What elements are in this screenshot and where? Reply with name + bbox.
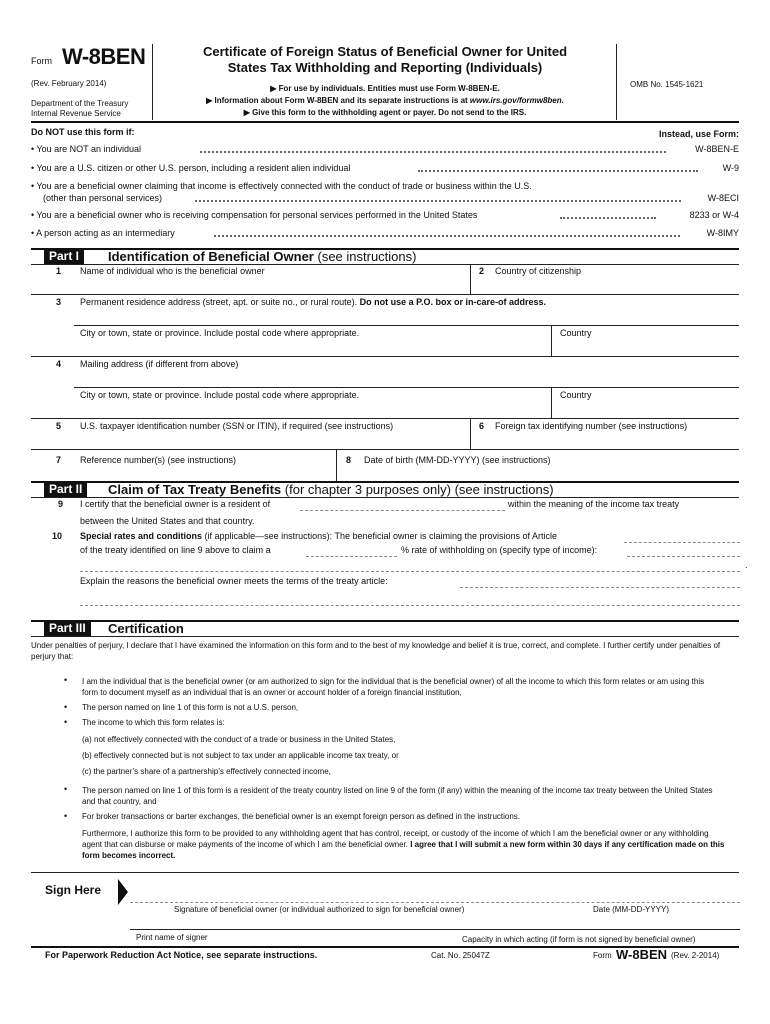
line10-text-b: of the treaty identified on line 9 above to claim a [80, 545, 271, 555]
field-number: 10 [52, 531, 63, 541]
mailing-country-label: Country [560, 390, 592, 400]
bullet-icon: • [64, 702, 68, 712]
date-of-birth-label: Date of birth (MM-DD-YYYY) (see instructions) [364, 455, 551, 465]
header-bottom-rule [31, 121, 739, 123]
donot-row-form: 8233 or W-4 [689, 210, 739, 220]
form-notes [156, 83, 614, 119]
citizenship-field-label: Country of citizenship [495, 266, 582, 276]
field-divider [470, 418, 471, 449]
bullet-icon: • [64, 717, 68, 727]
signature-caption: Signature of beneficial owner (or individual authorized to sign for beneficial owner) [174, 905, 465, 914]
line10-text-c: % rate of withholding on (specify type of income): [401, 545, 598, 555]
row-rule [74, 325, 739, 326]
donot-row-form: W-8ECI [707, 193, 739, 203]
catalog-number: Cat. No. 25047Z [431, 951, 490, 960]
residence-country-label: Country [560, 328, 592, 338]
part3-title: Certification [108, 621, 184, 636]
row-rule [31, 294, 739, 295]
print-name-field[interactable] [130, 914, 740, 928]
row-rule [31, 449, 739, 450]
mailing-city-field[interactable] [78, 402, 548, 417]
foreign-tin-field[interactable] [474, 433, 738, 448]
note-entities: ▶ For use by individuals. Entities must use Form W-8BEN-E. [270, 84, 500, 93]
mailing-country-field[interactable] [556, 402, 738, 417]
field-number: 4 [56, 359, 62, 369]
bullet-icon: • [64, 675, 68, 685]
row-rule [31, 356, 739, 357]
row-rule [74, 387, 739, 388]
donot-row-text: • You are a beneficial owner who is receiving compensation for personal services performed in the United States [31, 210, 478, 220]
part3-label: Part III [44, 621, 91, 636]
us-tin-field[interactable] [78, 433, 468, 448]
part1-title-rule [31, 264, 739, 265]
print-name-line [130, 929, 740, 930]
donot-row-text: • You are a beneficial owner claiming that income is effectively connected with the conduct of trade or business within the U.S. [31, 181, 532, 191]
cert-bullet-3: The income to which this form relates is: [82, 718, 225, 727]
date-caption: Date (MM-DD-YYYY) [593, 905, 670, 914]
reference-number-field[interactable] [78, 467, 333, 480]
field-divider [551, 325, 552, 356]
residence-city-field[interactable] [78, 340, 548, 355]
line9-text: I certify that the beneficial owner is a resident of [80, 499, 271, 509]
part2-title-rule [31, 497, 739, 498]
field-number: 9 [58, 499, 64, 509]
cert-bullet-1: I am the individual that is the beneficial owner (or am authorized to sign for the individual that is the beneficial owner) of all the income to which this form relates or am using this form to document myself as an individual that is an owner or account holder of a foreign financial institution, [82, 677, 705, 697]
sign-top-rule [31, 872, 739, 873]
donot-row-form: W-9 [722, 163, 739, 173]
note-instructions: ▶ Information about Form W-8BEN and its separate instructions is at www.irs.gov/formw8ben. [206, 96, 564, 105]
field-number: 7 [56, 455, 62, 465]
treaty-reasons-field[interactable] [460, 587, 740, 588]
mailing-address-field[interactable] [78, 371, 738, 386]
field-number: 2 [479, 266, 485, 276]
header-divider-left [152, 44, 153, 120]
authorization-text: Furthermore, I authorize this form to be provided to any withholding agent that has control, receipt, or custody of the income of which I am the beneficial owner or any withholding agent that can disburse or make payments of the income of which I am the beneficial owner. I agree that I will submit a new form within 30 days if any certification made on this form becomes incorrect. [82, 829, 725, 860]
part1-label: Part I [44, 249, 84, 264]
line10-period: . [745, 560, 748, 570]
citizenship-field[interactable] [474, 278, 738, 292]
line9-text-right: within the meaning of the income tax treaty [508, 499, 680, 509]
donot-row-form: W-8BEN-E [695, 144, 739, 154]
footer-form-word: Form [593, 951, 612, 960]
instead-use-heading: Instead, use Form: [658, 129, 739, 139]
sign-here-label: Sign Here [45, 883, 102, 897]
donot-row-text: • A person acting as an intermediary [31, 228, 175, 238]
signature-field[interactable] [130, 880, 740, 902]
part3-title-rule [31, 636, 739, 637]
cert-bullet-3a: (a) not effectively connected with the conduct of a trade or business in the United States, [82, 735, 396, 744]
footer-revision: (Rev. 2-2014) [671, 951, 720, 960]
leader-dots [418, 163, 698, 172]
form-word: Form [31, 56, 52, 66]
leader-dots [195, 193, 681, 202]
certification-intro: Under penalties of perjury, I declare that I have examined the information on this form and to the best of my knowledge and belief it is true, correct, and complete. I further certify under penalties of perjury that: [31, 641, 721, 661]
leader-dots [560, 210, 656, 219]
revision-date: (Rev. February 2014) [31, 79, 107, 88]
date-of-birth-field[interactable] [340, 467, 738, 480]
us-tin-label: U.S. taxpayer identification number (SSN or ITIN), if required (see instructions) [80, 421, 394, 431]
field-divider [551, 387, 552, 418]
print-name-caption: Print name of signer [136, 933, 208, 942]
income-type-field-cont[interactable] [80, 571, 740, 572]
mailing-address-label: Mailing address (if different from above) [80, 359, 239, 369]
sign-arrow-icon [118, 879, 128, 905]
residence-address-field[interactable] [78, 309, 738, 324]
income-type-field[interactable] [627, 556, 740, 557]
name-field[interactable] [78, 278, 468, 292]
omb-number: OMB No. 1545-1621 [630, 80, 704, 89]
leader-dots [200, 144, 666, 153]
donot-row-text-cont: (other than personal services) [43, 193, 163, 203]
reference-number-label: Reference number(s) (see instructions) [80, 455, 237, 465]
treaty-reasons-field-cont[interactable] [80, 605, 740, 606]
paperwork-notice: For Paperwork Reduction Act Notice, see separate instructions. [45, 950, 318, 960]
cert-bullet-3b: (b) effectively connected but is not subject to tax under an applicable income tax treaty, or [82, 751, 399, 760]
header-divider-right [616, 44, 617, 120]
capacity-caption: Capacity in which acting (if form is not signed by beneficial owner) [462, 935, 696, 944]
form-id: W-8BEN [62, 44, 146, 69]
field-divider [470, 264, 471, 294]
field-number: 5 [56, 421, 62, 431]
part2-title: Claim of Tax Treaty Benefits (for chapter 3 purposes only) (see instructions) [108, 482, 554, 497]
bullet-icon: • [64, 784, 68, 794]
cert-bullet-5: For broker transactions or barter exchanges, the beneficial owner is an exempt foreign person as defined in the instructions. [82, 812, 521, 821]
field-number: 6 [479, 421, 485, 431]
name-field-label: Name of individual who is the beneficial owner [80, 266, 265, 276]
donot-row-text: • You are NOT an individual [31, 144, 142, 154]
footer-form-id: W-8BEN [616, 947, 668, 962]
dept-line-2: Internal Revenue Service [31, 109, 121, 118]
line10-text-d: Explain the reasons the beneficial owner meets the terms of the treaty article: [80, 576, 388, 586]
note-give-form: ▶ Give this form to the withholding agent or payer. Do not send to the IRS. [243, 108, 527, 117]
mailing-city-label: City or town, state or province. Include postal code where appropriate. [80, 390, 360, 400]
residence-country-field[interactable] [556, 340, 738, 355]
line9-text-cont: between the United States and that country. [80, 516, 255, 526]
part2-label: Part II [44, 482, 87, 497]
field-number: 8 [346, 455, 352, 465]
residence-city-label: City or town, state or province. Include postal code where appropriate. [80, 328, 360, 338]
foreign-tin-label: Foreign tax identifying number (see instructions) [495, 421, 688, 431]
treaty-article-field[interactable] [624, 542, 740, 543]
leader-dots [214, 228, 680, 237]
form-title: Certificate of Foreign Status of Beneficial Owner for United States Tax Withholding and Reporting (Individuals) [202, 44, 568, 75]
treaty-country-field[interactable] [300, 510, 505, 511]
signature-line [130, 902, 740, 903]
cert-bullet-4: The person named on line 1 of this form is a resident of the treaty country listed on line 9 of the form (if any) within the meaning of the income tax treaty between the United States and that country, and [82, 786, 713, 806]
irs-url-link[interactable]: www.irs.gov/formw8ben. [469, 96, 564, 105]
part1-title: Identification of Beneficial Owner (see instructions) [108, 249, 417, 264]
donot-row-form: W-8IMY [706, 228, 739, 238]
residence-address-label: Permanent residence address (street, apt. or suite no., or rural route). Do not use a P.O. box or in-care-of address. [80, 297, 547, 307]
donot-row-text: • You are a U.S. citizen or other U.S. person, including a resident alien individual [31, 163, 351, 173]
field-number: 1 [56, 266, 62, 276]
cert-bullet-2: The person named on line 1 of this form is not a U.S. person, [82, 703, 299, 712]
do-not-use-heading: Do NOT use this form if: [31, 127, 135, 137]
field-number: 3 [56, 297, 62, 307]
dept-line-1: Department of the Treasury [31, 99, 129, 108]
line10-text: Special rates and conditions (if applicable—see instructions): The beneficial owner is claiming the provisions of Article [80, 531, 558, 541]
cert-bullet-3c: (c) the partner’s share of a partnership’s effectively connected income, [82, 767, 331, 776]
field-divider [336, 449, 337, 481]
row-rule [31, 418, 739, 419]
withholding-rate-field[interactable] [306, 556, 397, 557]
bullet-icon: • [64, 811, 68, 821]
